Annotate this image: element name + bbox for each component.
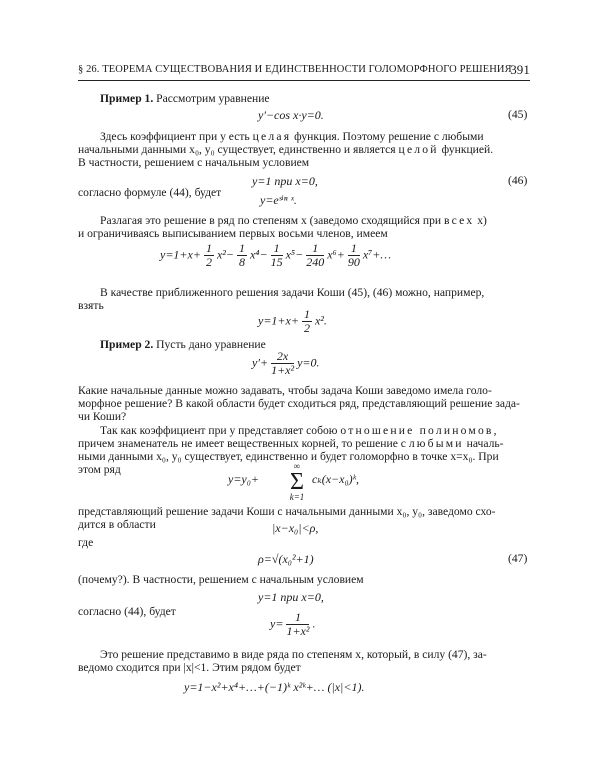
example2-why-line: (почему?). В частности, решением с начальным условием bbox=[78, 573, 364, 586]
sigma-symbol: Σ bbox=[290, 469, 304, 495]
solution-rational bbox=[270, 611, 315, 638]
example1-paragraph1-line3: В частности, решением с начальным условием bbox=[78, 156, 310, 169]
denominator: 8 bbox=[238, 255, 245, 269]
example2-paragraph3-line2: ведомо сходится при |x|<1. Этим рядом будет bbox=[78, 661, 301, 674]
by-formula-44: согласно (44), будет bbox=[78, 605, 176, 618]
solution-exp-sin: y=eˢⁱⁿ ˣ. bbox=[260, 193, 297, 207]
example1-paragraph3-line1 bbox=[100, 214, 487, 227]
example1-paragraph2: согласно формуле (44), будет bbox=[78, 186, 222, 199]
example1-paragraph1-line2 bbox=[78, 143, 493, 156]
fraction-1-8 bbox=[237, 242, 247, 269]
denominator: 90 bbox=[347, 255, 360, 269]
sol-end: . bbox=[312, 616, 316, 631]
example2-paragraph1-line4: этом ряд bbox=[78, 463, 121, 476]
series-term: x²− bbox=[216, 247, 234, 262]
text-run: причем знаменатель не имеет вещественных корней, то решение с bbox=[78, 437, 406, 450]
sum-upper-limit: ∞ bbox=[293, 461, 301, 471]
example1-paragraph4-line2: взять bbox=[78, 299, 104, 312]
fraction-1-90 bbox=[348, 242, 360, 269]
approx-start: y=1+x+ bbox=[258, 313, 299, 328]
numerator: 1 bbox=[286, 611, 309, 625]
summation-sign bbox=[284, 462, 310, 502]
numerator: 1 bbox=[205, 241, 212, 255]
fraction-1-15 bbox=[271, 242, 283, 269]
spaced-emphasis: всех bbox=[444, 214, 475, 227]
denominator: 2 bbox=[205, 255, 212, 269]
initial-condition: y=1 при x=0, bbox=[258, 590, 324, 604]
series-start: y=1+x+ bbox=[160, 247, 201, 262]
radius-formula: ρ=√(x₀²+1) bbox=[258, 552, 314, 566]
series-term: x⁶+ bbox=[327, 247, 345, 262]
example1-paragraph1-line1 bbox=[100, 130, 484, 143]
example2-heading bbox=[100, 338, 266, 351]
fraction-1-240 bbox=[306, 242, 324, 269]
example2-paragraph1-line2 bbox=[78, 437, 504, 450]
numerator: 1 bbox=[238, 241, 245, 255]
numerator: 2x bbox=[271, 350, 294, 364]
denominator: 2 bbox=[303, 321, 310, 335]
numerator: 1 bbox=[271, 242, 283, 256]
equation-45-number: (45) bbox=[508, 108, 528, 121]
numerator: 1 bbox=[303, 307, 310, 321]
spaced-emphasis: целая bbox=[252, 130, 292, 143]
text-run: функцией. bbox=[441, 143, 494, 156]
example1-title: Пример 1. bbox=[100, 92, 154, 105]
equation-46-number: (46) bbox=[508, 174, 528, 187]
series-term: x⁷+… bbox=[362, 247, 392, 262]
final-series: y=1−x²+x⁴+…+(−1)ᵏ x²ᵏ+… (|x|<1). bbox=[184, 680, 365, 694]
equation-example2 bbox=[252, 350, 320, 377]
example2-title: Пример 2. bbox=[100, 338, 154, 351]
sol-start: y= bbox=[270, 616, 284, 631]
header-rule bbox=[78, 80, 530, 81]
spaced-emphasis: любыми bbox=[408, 437, 464, 450]
example2-intro: Пусть дано уравнение bbox=[156, 338, 266, 351]
fraction-1-2 bbox=[302, 308, 312, 335]
sum-lower-limit: k=1 bbox=[289, 492, 305, 502]
numerator: 1 bbox=[348, 242, 360, 256]
equation-47-number: (47) bbox=[508, 552, 528, 565]
power-series-sum: y=y₀+ bbox=[228, 472, 260, 486]
numerator: 1 bbox=[306, 242, 324, 256]
text-run: началь- bbox=[466, 437, 504, 450]
example1-intro: Рассмотрим уравнение bbox=[156, 92, 270, 105]
series-term: x⁵− bbox=[285, 247, 304, 262]
where-label: где bbox=[78, 536, 94, 549]
fraction-1-over-1-plus-x2 bbox=[286, 611, 309, 638]
equation-46: y=1 при x=0, bbox=[252, 174, 318, 188]
text-run: функция. Поэтому решение с любыми bbox=[294, 130, 484, 143]
running-header bbox=[78, 64, 530, 80]
fraction-1-2 bbox=[204, 242, 214, 269]
text-run: Разлагая это решение в ряд по степеням x (заведомо сходящийся при bbox=[100, 214, 442, 227]
example2-paragraph2-line1: представляющий решение задачи Коши с начальными данными x₀, y₀, заведомо схо- bbox=[78, 505, 496, 518]
example2-paragraph1-line3: ными данными x₀, y₀ существует, единственно и будет голоморфно в точке x=x₀. При bbox=[78, 450, 499, 463]
power-series-term: cₖ(x−x₀)ᵏ, bbox=[312, 472, 359, 486]
text-run: Так как коэффициент при y представляет собою bbox=[100, 424, 338, 437]
example1-paragraph4-line1: В качестве приближенного решения задачи Коши (45), (46) можно, например, bbox=[100, 286, 485, 299]
equation-45: y′−cos x·y=0. bbox=[258, 108, 324, 122]
series-expansion bbox=[160, 242, 391, 269]
series-term: x⁴− bbox=[249, 247, 268, 262]
denominator: 1+x² bbox=[271, 363, 295, 377]
spaced-emphasis: целой bbox=[398, 143, 439, 156]
text-run: начальными данными x₀, y₀ существует, единственно и является bbox=[78, 143, 396, 156]
fraction-2x-over-1-plus-x2 bbox=[271, 350, 294, 377]
eq-end: y=0. bbox=[297, 355, 320, 370]
denominator: 15 bbox=[270, 255, 283, 269]
text-run: x) bbox=[477, 214, 487, 227]
example2-question-line3: чи Коши? bbox=[78, 410, 127, 423]
spaced-emphasis: отношение полиномов, bbox=[340, 424, 499, 437]
section-title: § 26. ТЕОРЕМА СУЩЕСТВОВАНИЯ И ЕДИНСТВЕННОСТИ ГОЛОМОРФНОГО РЕШЕНИЯ bbox=[78, 64, 512, 75]
eq-start: y′+ bbox=[252, 355, 269, 370]
denominator: 240 bbox=[306, 255, 325, 269]
example2-paragraph2-line2: дится в области bbox=[78, 518, 156, 531]
text-run: Здесь коэффициент при y есть bbox=[100, 130, 250, 143]
example2-paragraph1-line1 bbox=[100, 424, 499, 437]
page-number: 391 bbox=[510, 62, 530, 77]
approximate-solution bbox=[258, 308, 327, 335]
example2-paragraph3-line1: Это решение представимо в виде ряда по степеням x, который, в силу (47), за- bbox=[100, 648, 487, 661]
example2-question-line2: морфное решение? В какой области будет сходиться ряд, представляющий решение зада- bbox=[78, 397, 520, 410]
example2-question-line1: Какие начальные данные можно задавать, чтобы задача Коши заведомо имела голо- bbox=[78, 384, 492, 397]
denominator: 1+x² bbox=[286, 624, 310, 638]
example1-heading bbox=[100, 92, 270, 105]
approx-end: x². bbox=[314, 313, 327, 328]
example1-paragraph3-line2: и ограничиваясь выписыванием первых восьми членов, имеем bbox=[78, 227, 388, 240]
convergence-region: |x−x₀|<ρ, bbox=[272, 521, 319, 535]
